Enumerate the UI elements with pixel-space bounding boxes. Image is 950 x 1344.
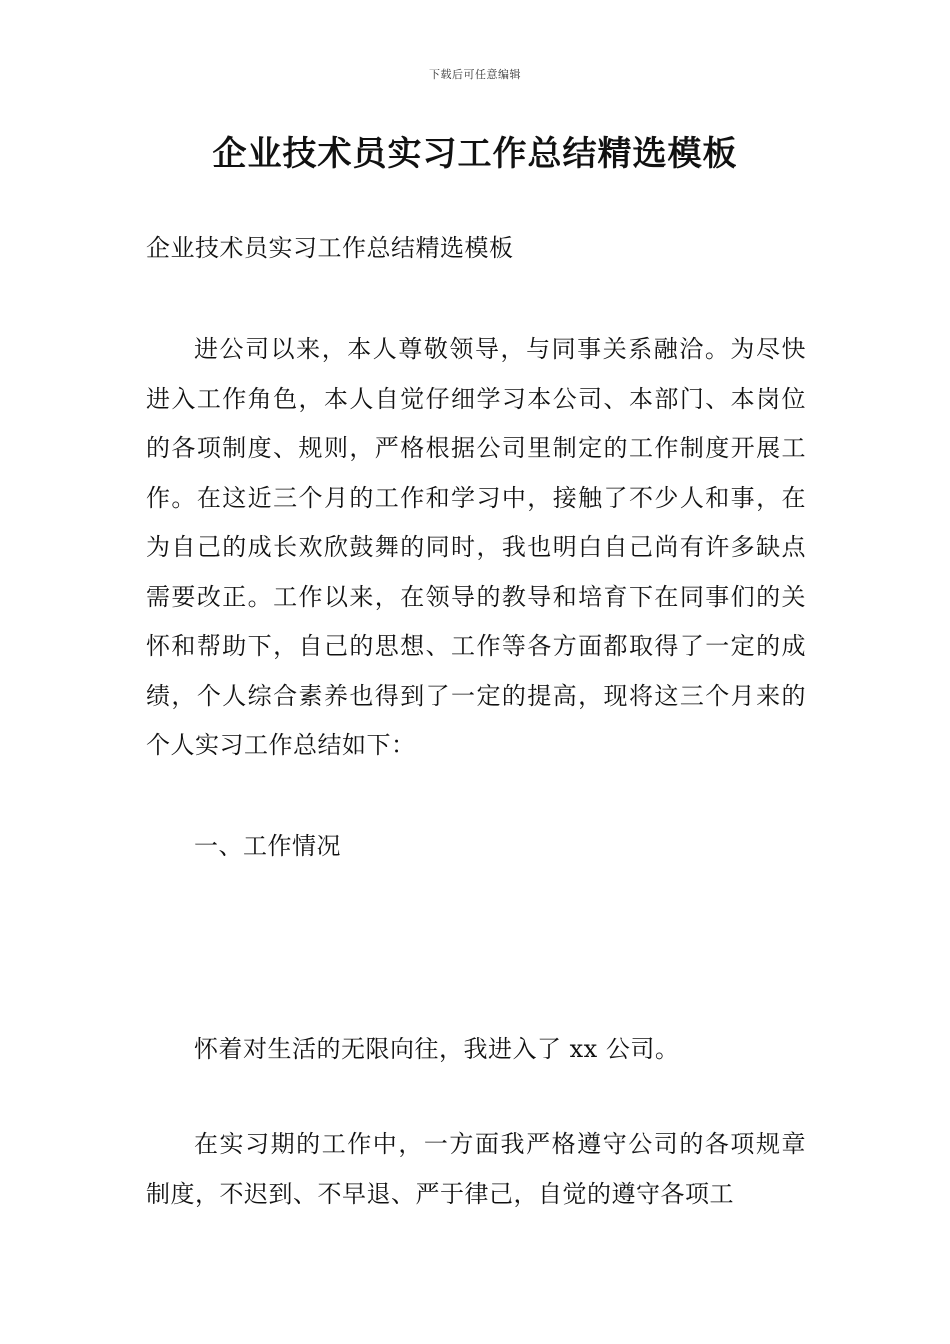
paragraph-internship-work: 在实习期的工作中，一方面我严格遵守公司的各项规章制度，不迟到、不早退、严于律己，自觉的遵守各项工 <box>146 1130 806 1208</box>
paragraph-intro: 进公司以来，本人尊敬领导，与同事关系融洽。为尽快进入工作角色，本人自觉仔细学习本公司、本部门、本岗位的各项制度、规则，严格根据公司里制定的工作制度开展工作。在这近三个月的工作和学习中，接触了不少人和事，在为自己的成长欢欣鼓舞的同时，我也明白自己尚有许多缺点需要改正。工作以来，在领导的教导和培育下在同事们的关怀和帮助下，自己的思想、工作等各方面都取得了一定的成绩，个人综合素养也得到了一定的提高，现将这三个月来的个人实习工作总结如下： <box>146 335 806 759</box>
document-subtitle: 企业技术员实习工作总结精选模板 <box>146 234 514 262</box>
section-heading-work-situation: 一、工作情况 <box>194 832 341 860</box>
header-note: 下载后可任意编辑 <box>429 68 521 81</box>
paragraph-joined-company: 怀着对生活的无限向往，我进入了 xx 公司。 <box>194 1035 680 1063</box>
document-title: 企业技术员实习工作总结精选模板 <box>212 134 738 174</box>
